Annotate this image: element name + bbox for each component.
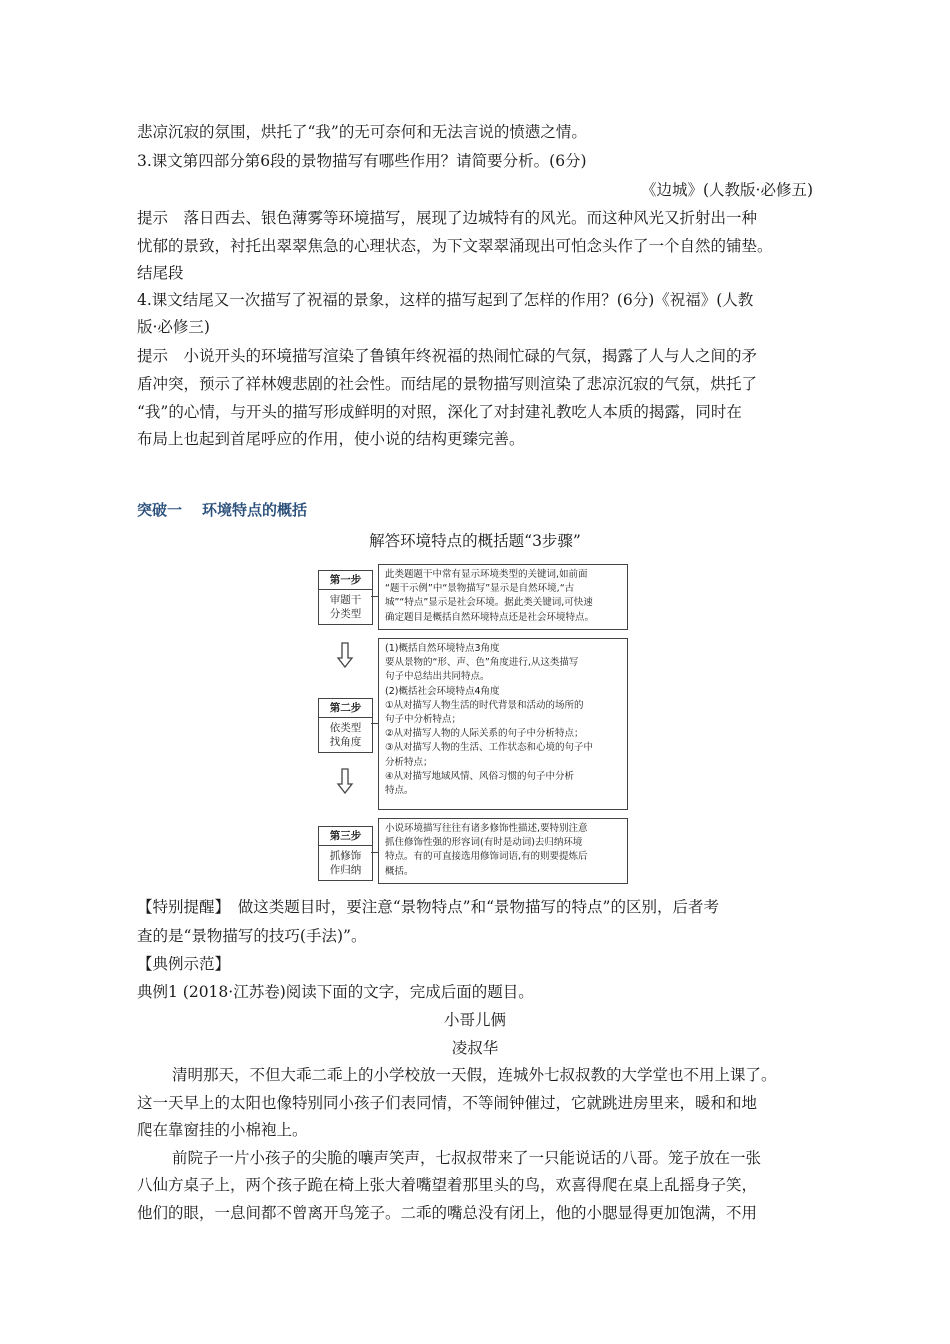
example-intro: 典例1 (2018·江苏卷)阅读下面的文字，完成后面的题目。 xyxy=(137,983,534,1001)
down-arrow-icon xyxy=(336,768,354,794)
description-line: 小说环境描写往往有诸多修饰性描述,要特别注意 xyxy=(385,823,588,834)
description-line: 特点。有的可直接选用修饰词语,有的则要提炼后 xyxy=(385,851,588,863)
subsection-label: 结尾段 xyxy=(137,264,184,282)
story-line: 清明那天，不但大乖二乖上的小学校放一天假，连城外七叔叔教的大学堂也不用上课了。 xyxy=(172,1066,777,1084)
section-heading xyxy=(137,499,307,520)
description-line: 要从景物的“形、声、色”角度进行,从这类描写 xyxy=(385,657,579,669)
description-line: 城”“特点”显示是社会环境。据此类关键词,可快速 xyxy=(385,597,593,609)
hint-line: 盾冲突，预示了祥林嫂悲剧的社会性。而结尾的景物描写则渲染了悲凉沉寂的气氛，烘托了 xyxy=(137,375,758,393)
step-name-line: 作归纳 xyxy=(329,864,362,876)
description-line: (2)概括社会环境特点4角度 xyxy=(385,685,500,697)
step-2-description xyxy=(378,638,628,810)
step-3-title: 第三步 xyxy=(319,827,372,846)
story-line: 爬在靠窗挂的小棉袍上。 xyxy=(137,1121,308,1139)
section-title: 环境特点的概括 xyxy=(202,501,308,519)
description-line: 概括。 xyxy=(385,865,414,877)
description-line: 此类题题干中常有显示环境类型的关键词,如前面 xyxy=(385,569,588,580)
step-name-line: 分类型 xyxy=(329,608,362,620)
question-4: 4.课文结尾又一次描写了祝福的景象，这样的描写起到了怎样的作用？(6分)《祝福》(人教 xyxy=(137,291,754,309)
description-line: 句子中分析特点； xyxy=(385,714,462,726)
source-reference: 《边城》(人教版·必修五) xyxy=(640,181,813,199)
step-3-box xyxy=(318,826,373,881)
description-line: ④从对描写地域风情、风俗习惯的句子中分析 xyxy=(385,770,575,782)
description-line: ③从对描写人物的生活、工作状态和心境的句子中 xyxy=(385,742,594,754)
hint-line: 布局上也起到首尾呼应的作用，使小说的结构更臻完善。 xyxy=(137,430,525,448)
step-2-box xyxy=(318,698,373,753)
hint-line: “我”的心情，与开头的描写形成鲜明的对照，深化了对封建礼教吃人本质的揭露，同时在 xyxy=(137,403,742,421)
special-reminder: 查的是“景物描写的技巧(手法)”。 xyxy=(137,927,367,945)
step-name-line: 找角度 xyxy=(329,736,362,748)
description-line: 句子中总结出共同特点。 xyxy=(385,671,490,683)
step-1-box xyxy=(318,570,373,625)
question-3: 3.课文第四部分第6段的景物描写有哪些作用？请简要分析。(6分) xyxy=(137,152,587,170)
step-name-line: 依类型 xyxy=(329,722,362,734)
step-2-title: 第二步 xyxy=(319,699,372,718)
story-title: 小哥儿俩 xyxy=(443,1011,506,1029)
question-4: 版·必修三) xyxy=(137,318,210,336)
step-1-title: 第一步 xyxy=(319,571,372,590)
story-line: 这一天早上的太阳也像特别同小孩子们表同情，不等闹钟催过，它就跳进房里来，暖和和地 xyxy=(137,1094,758,1112)
hint-line: 提示 落日西去、银色薄雾等环境描写，展现了边城特有的风光。而这种风光又折射出一种 xyxy=(137,209,758,227)
example-header: 【典例示范】 xyxy=(137,955,231,973)
step-2-name xyxy=(319,718,372,752)
special-reminder: 【特别提醒】 做这类题目时，要注意“景物特点”和“景物描写的特点”的区别，后者考 xyxy=(137,898,719,916)
story-line: 前院子一片小孩子的尖脆的嚷声笑声，七叔叔带来了一只能说话的八哥。笼子放在一张 xyxy=(172,1149,762,1167)
description-line: ①从对描写人物生活的时代背景和活动的场所的 xyxy=(385,699,584,711)
step-name-line: 抓修饰 xyxy=(329,850,362,862)
diagram-title: 解答环境特点的概括题“3步骤” xyxy=(369,532,581,550)
story-line: 他们的眼，一息间都不曾离开鸟笼子。二乖的嘴总没有闭上，他的小腮显得更加饱满，不用 xyxy=(137,1204,758,1222)
step-name-line: 审题干 xyxy=(329,594,362,606)
step-1-description xyxy=(378,564,628,630)
story-author: 凌叔华 xyxy=(451,1039,499,1057)
description-line: 确定题目是概括自然环境特点还是社会环境特点。 xyxy=(385,611,595,623)
down-arrow-icon xyxy=(336,642,354,668)
description-line: 抓住修饰性强的形容词(有时是动词)去归纳环境 xyxy=(385,837,583,849)
description-line: 特点。 xyxy=(385,785,414,797)
step-3-name xyxy=(319,846,372,880)
hint-line: 提示 小说开头的环境描写渲染了鲁镇年终祝福的热闹忙碌的气氛，揭露了人与人之间的矛 xyxy=(137,347,758,365)
hint-line: 忧郁的景致，衬托出翠翠焦急的心理状态，为下文翠翠涌现出可怕念头作了一个自然的铺垫。 xyxy=(137,237,773,255)
section-label: 突破一 xyxy=(137,501,183,519)
description-line: (1)概括自然环境特点3角度 xyxy=(385,643,500,654)
text-line: 悲凉沉寂的氛围，烘托了“我”的无可奈何和无法言说的愤懑之情。 xyxy=(137,123,587,141)
description-line: “题干示例”中“景物描写”显示是自然环境,“古 xyxy=(385,583,575,595)
story-line: 八仙方桌子上，两个孩子跪在椅上张大着嘴望着那里头的鸟，欢喜得爬在桌上乱摇身子笑， xyxy=(137,1176,758,1194)
description-line: ②从对描写人物的人际关系的句子中分析特点； xyxy=(385,728,584,740)
step-1-name xyxy=(319,590,372,624)
step-3-description xyxy=(378,818,628,884)
description-line: 分析特点； xyxy=(385,756,433,768)
